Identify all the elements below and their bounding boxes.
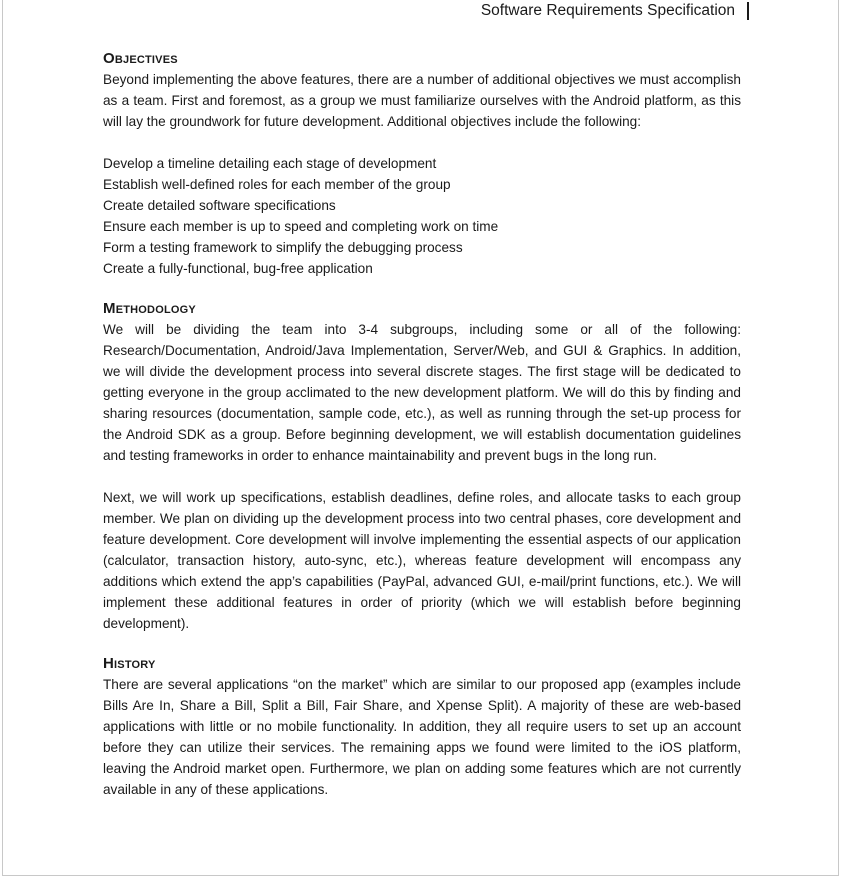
- methodology-paragraph: We will be dividing the team into 3-4 subgroups, including some or all of the following: Research/Documentation, Android/Java Implementation, Server/Web, and GUI & Graphics. In addition, we will divide the development process into several discrete stages. The first stage will be dedicated to getting everyone in the group acclimated to the new development platform. We will do this by finding and sharing resources (documentation, sample code, etc.), as well as running through the set-up process for the Android SDK as a group. Before beginning development, we will establish documentation guidelines and testing frameworks in order to enhance maintainability and prevent bugs in the long run.: [103, 322, 741, 463]
- list-item: Ensure each member is up to speed and completing work on time: [103, 219, 499, 234]
- list-item: Establish well-defined roles for each member of the group: [103, 177, 451, 192]
- spacer: [103, 466, 741, 487]
- list-item: Create detailed software specifications: [103, 198, 336, 213]
- list-item: Form a testing framework to simplify the debugging process: [103, 240, 463, 255]
- objectives-intro: Beyond implementing the above features, there are a number of additional objectives we must accomplish as a team. First and foremost, as a group we must familiarize ourselves with the Android platform, as this will lay the groundwork for future development. Additional objectives include the following:: [103, 72, 741, 129]
- objectives-heading: Objectives: [103, 50, 178, 67]
- history-heading: History: [103, 655, 156, 672]
- running-header: Software Requirements Specification: [480, 2, 735, 19]
- methodology-heading: Methodology: [103, 300, 196, 317]
- list-item: Create a fully-functional, bug-free application: [103, 261, 373, 276]
- list-item: Develop a timeline detailing each stage of development: [103, 156, 437, 171]
- objectives-list: [103, 153, 741, 279]
- spacer: [103, 634, 741, 653]
- header-rule: [747, 2, 749, 20]
- spacer: [103, 132, 741, 153]
- methodology-paragraph: Next, we will work up specifications, establish deadlines, define roles, and allocate tasks to each group member. We plan on dividing up the development process into two central phases, core development and feature development. Core development will involve implementing the essential aspects of our application (calculator, transaction history, auto-sync, etc.), whereas feature development will encompass any additions which extend the app’s capabilities (PayPal, advanced GUI, e-mail/print functions, etc.). We will implement these additional features in order of priority (which we will establish before beginning development).: [103, 490, 741, 631]
- document-body: [103, 48, 741, 800]
- history-paragraph: There are several applications “on the market” which are similar to our proposed app (examples include Bills Are In, Share a Bill, Split a Bill, Fair Share, and Xpense Split). A majority of these are web-based applications with little or no mobile functionality. In addition, they all require users to set up an account before they can utilize their services. The remaining apps we found were limited to the iOS platform, leaving the Android market open. Furthermore, we plan on adding some features which are not currently available in any of these applications.: [103, 677, 741, 797]
- spacer: [103, 279, 741, 298]
